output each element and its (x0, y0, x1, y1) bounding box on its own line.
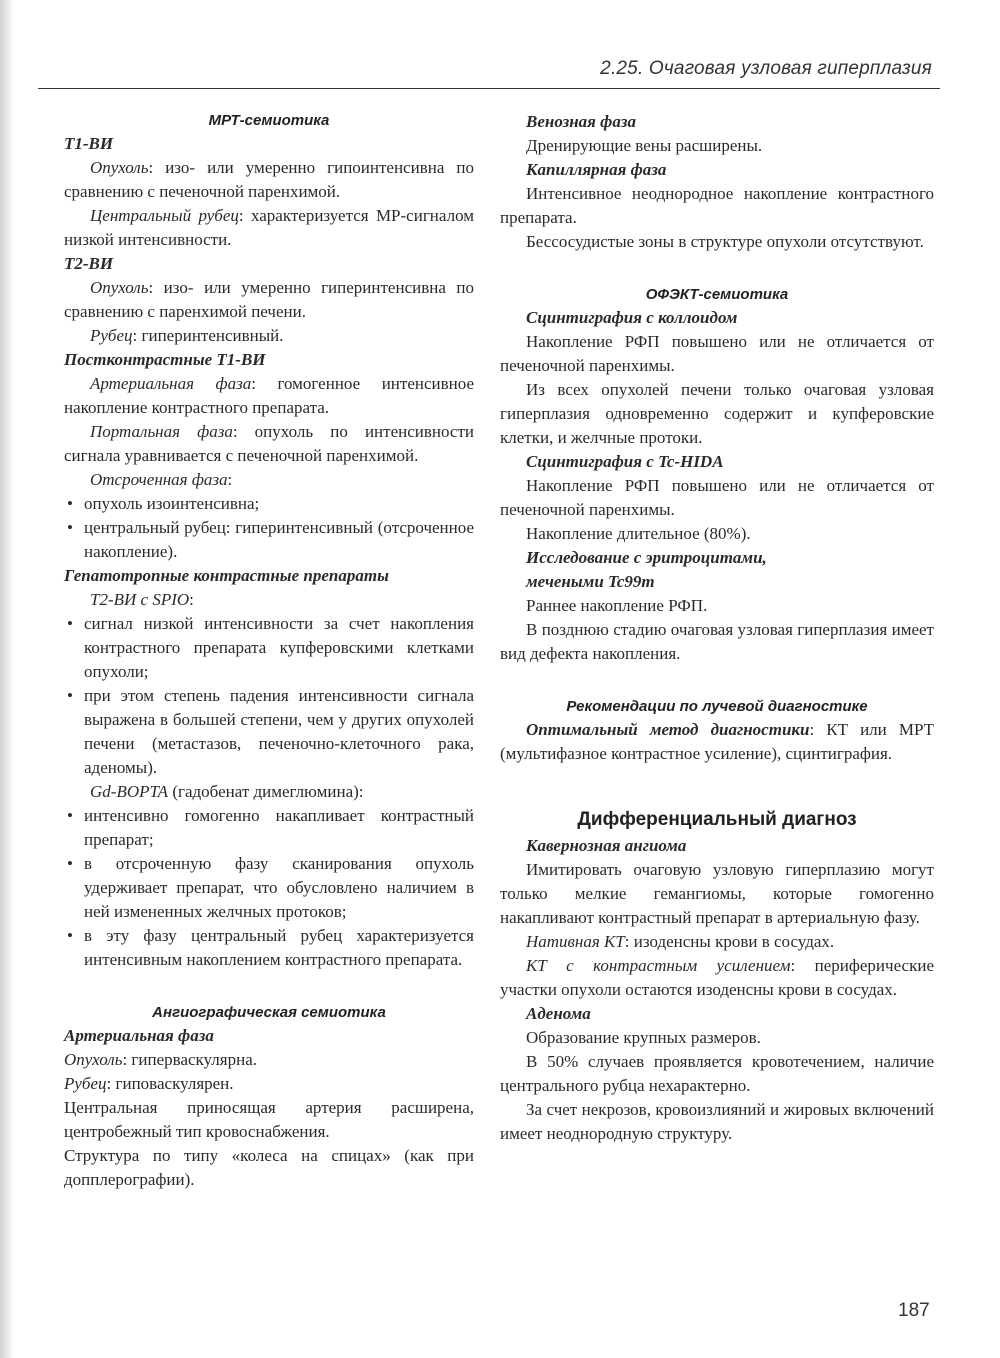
angio-arterial-title: Артериальная фаза (64, 1026, 214, 1045)
bullet-icon: • (67, 806, 73, 825)
list-item: • интенсивно гомогенно накапливает контрастный препарат; (67, 806, 474, 849)
angio-scar-label: Рубец (64, 1074, 107, 1093)
postcontrast-title: Постконтрастные Т1-ВИ (64, 350, 266, 369)
native-ct-text: : изоденсны крови в сосудах. (624, 932, 835, 951)
arterial-phase-label: Артериальная фаза (90, 374, 252, 393)
portal-phase-text: : опухоль по интенсивности сигнала уравнивается с печеночной паренхимой. (64, 422, 474, 465)
cavernous-title: Кавернозная ангиома (526, 836, 687, 855)
spio-colon: : (189, 590, 194, 609)
hida-title: Сцинтиграфия с Tc-HIDA (526, 452, 724, 471)
angio-tumor-text: : гиперваскулярна. (122, 1050, 258, 1069)
angio-tumor-paragraph (64, 1048, 474, 1072)
diff-heading: Дифференциальный диагноз (577, 809, 857, 830)
bullet-icon: • (67, 854, 73, 873)
angio-scar-text: : гиповаскулярен. (106, 1074, 234, 1093)
list-item: • сигнал низкой интенсивности за счет накопления контрастного препарата купферовскими клетками опухоли; (67, 614, 474, 681)
mrt-heading: МРТ-семиотика (208, 112, 330, 129)
t1-tumor-label: Опухоль (90, 158, 149, 177)
adenoma-p3: За счет некрозов, кровоизлияний и жировых включений имеет неоднородную структуру. (500, 1100, 934, 1143)
angio-p1: Центральная приносящая артерия расширена, центробежный тип кровоснабжения. (64, 1098, 474, 1141)
delayed-phase-label: Отсроченная фаза (90, 470, 228, 489)
hida-p2: Накопление длительное (80%). (526, 524, 751, 543)
t1-scar-text: : характеризуется МР-сигналом низкой интенсивности. (64, 206, 475, 249)
portal-phase-label: Портальная фаза (90, 422, 233, 441)
angio-scar-paragraph (64, 1072, 474, 1096)
list-item: • опухоль изоинтенсивна; (64, 492, 474, 516)
running-title: 2.25. Очаговая узловая гиперплазия (600, 58, 932, 79)
avascular-text: Бессосудистые зоны в структуре опухоли отсутствуют. (526, 232, 924, 251)
colloid-p1: Накопление РФП повышено или не отличается от печеночной паренхимы. (500, 332, 934, 375)
gd-bopta-list (64, 804, 474, 972)
erythro-p1: Раннее накопление РФП. (526, 596, 708, 615)
contrast-ct-paragraph (500, 954, 934, 1002)
hida-p1: Накопление РФП повышено или не отличается от печеночной паренхимы. (500, 476, 934, 519)
bullet-icon: • (67, 686, 73, 705)
t2-scar-label: Рубец (90, 326, 133, 345)
t2-scar-paragraph (64, 324, 474, 348)
t1-scar-paragraph (64, 204, 474, 252)
t1-tumor-text: : изо- или умеренно гипоинтенсивна по сравнению с печеночной паренхимой. (64, 158, 474, 201)
angio-heading: Ангиографическая семиотика (152, 1004, 386, 1021)
t1-title: Т1-ВИ (64, 134, 114, 153)
left-column (64, 110, 474, 1192)
capillary-phase-text: Интенсивное неоднородное накопление контрастного препарата. (500, 184, 934, 227)
arterial-phase-text: : гомогенное интенсивное накопление контрастного препарата. (64, 374, 474, 417)
reco-heading: Рекомендации по лучевой диагностике (566, 698, 868, 715)
capillary-phase-title: Капиллярная фаза (526, 160, 667, 179)
hepatotropic-title: Гепатотропные контрастные препараты (64, 566, 389, 585)
spio-list (64, 612, 474, 780)
list-item: • при этом степень падения интенсивности сигнала выражена в большей степени, чем у других опухолей печени (метастазов, печеночно-клеточного рака, аденомы). (67, 686, 474, 777)
delayed-phase-paragraph (64, 468, 474, 492)
delayed-phase-list (64, 492, 474, 564)
spio-paragraph (64, 588, 474, 612)
adenoma-title: Аденома (526, 1004, 591, 1023)
adenoma-p2: В 50% случаев проявляется кровотечением, наличие центрального рубца нехарактерно. (500, 1052, 934, 1095)
right-column (500, 110, 934, 1146)
t2-scar-text: : гиперинтенсивный. (132, 326, 284, 345)
t2-tumor-label: Опухоль (90, 278, 149, 297)
t2-tumor-text: : изо- или умеренно гиперинтенсивна по сравнению с паренхимой печени. (64, 278, 474, 321)
list-item: • в эту фазу центральный рубец характеризуется интенсивным накоплением контрастного препарата. (67, 926, 474, 969)
portal-phase-paragraph (64, 420, 474, 468)
contrast-ct-label: КТ с контрастным усилением (526, 956, 791, 975)
venous-phase-title: Венозная фаза (526, 112, 636, 131)
t1-tumor-paragraph (64, 156, 474, 204)
angio-tumor-label: Опухоль (64, 1050, 123, 1069)
erythro-title-line2: мечеными Tc99m (526, 572, 655, 591)
t1-scar-label: Центральный рубец (90, 206, 239, 225)
reco-method-text: : КТ или МРТ (мультифазное контрастное усиление), сцинтиграфия. (500, 720, 934, 763)
bullet-icon: • (67, 926, 73, 945)
colloid-p2: Из всех опухолей печени только очаговая узловая гиперплазия одновременно содержит и купферовские клетки, и желчные протоки. (500, 380, 934, 447)
bullet-icon: • (67, 518, 73, 537)
t2-title: Т2-ВИ (64, 254, 114, 273)
ofekt-heading: ОФЭКТ-семиотика (645, 286, 789, 303)
delayed-phase-colon: : (227, 470, 233, 489)
erythro-p2: В позднюю стадию очаговая узловая гиперплазия имеет вид дефекта накопления. (500, 620, 934, 663)
venous-phase-text: Дренирующие вены расширены. (526, 136, 763, 155)
arterial-phase-paragraph (64, 372, 474, 420)
bullet-icon: • (67, 614, 73, 633)
list-item: • в отсроченную фазу сканирования опухоль удерживает препарат, что обусловлено наличием в ней измененных желчных протоков; (67, 854, 474, 921)
cavernous-p1: Имитировать очаговую узловую гиперплазию могут только мелкие гемангиомы, которые гомогенно накапливают контрастный препарат в артериальную фазу. (500, 860, 934, 927)
angio-p2: Структура по типу «колеса на спицах» (как при допплерографии). (64, 1146, 474, 1189)
gd-bopta-label: Gd-BOPTA (90, 782, 169, 801)
t2-tumor-paragraph (64, 276, 474, 324)
reco-paragraph (500, 718, 934, 766)
list-item: • центральный рубец: гиперинтенсивный (отсроченное накопление). (67, 518, 474, 561)
running-header (38, 58, 940, 89)
gd-bopta-paragraph (64, 780, 474, 804)
colloid-title: Сцинтиграфия с коллоидом (526, 308, 738, 327)
native-ct-label: Нативная КТ (526, 932, 625, 951)
gd-bopta-text: (гадобенат димеглюмина): (168, 782, 364, 801)
bullet-icon: • (67, 494, 73, 513)
contrast-ct-text: : периферические участки опухоли остаются изоденсны крови в сосудах. (500, 956, 934, 999)
erythro-title-line1: Исследование с эритроцитами, (526, 548, 767, 567)
spio-label: Т2-ВИ с SPIO (90, 590, 190, 609)
adenoma-p1: Образование крупных размеров. (526, 1028, 761, 1047)
reco-method-label: Оптимальный метод диагностики (526, 720, 810, 739)
page-gutter-shadow (0, 0, 14, 1358)
native-ct-paragraph (500, 930, 934, 954)
page-number: 187 (898, 1300, 930, 1321)
